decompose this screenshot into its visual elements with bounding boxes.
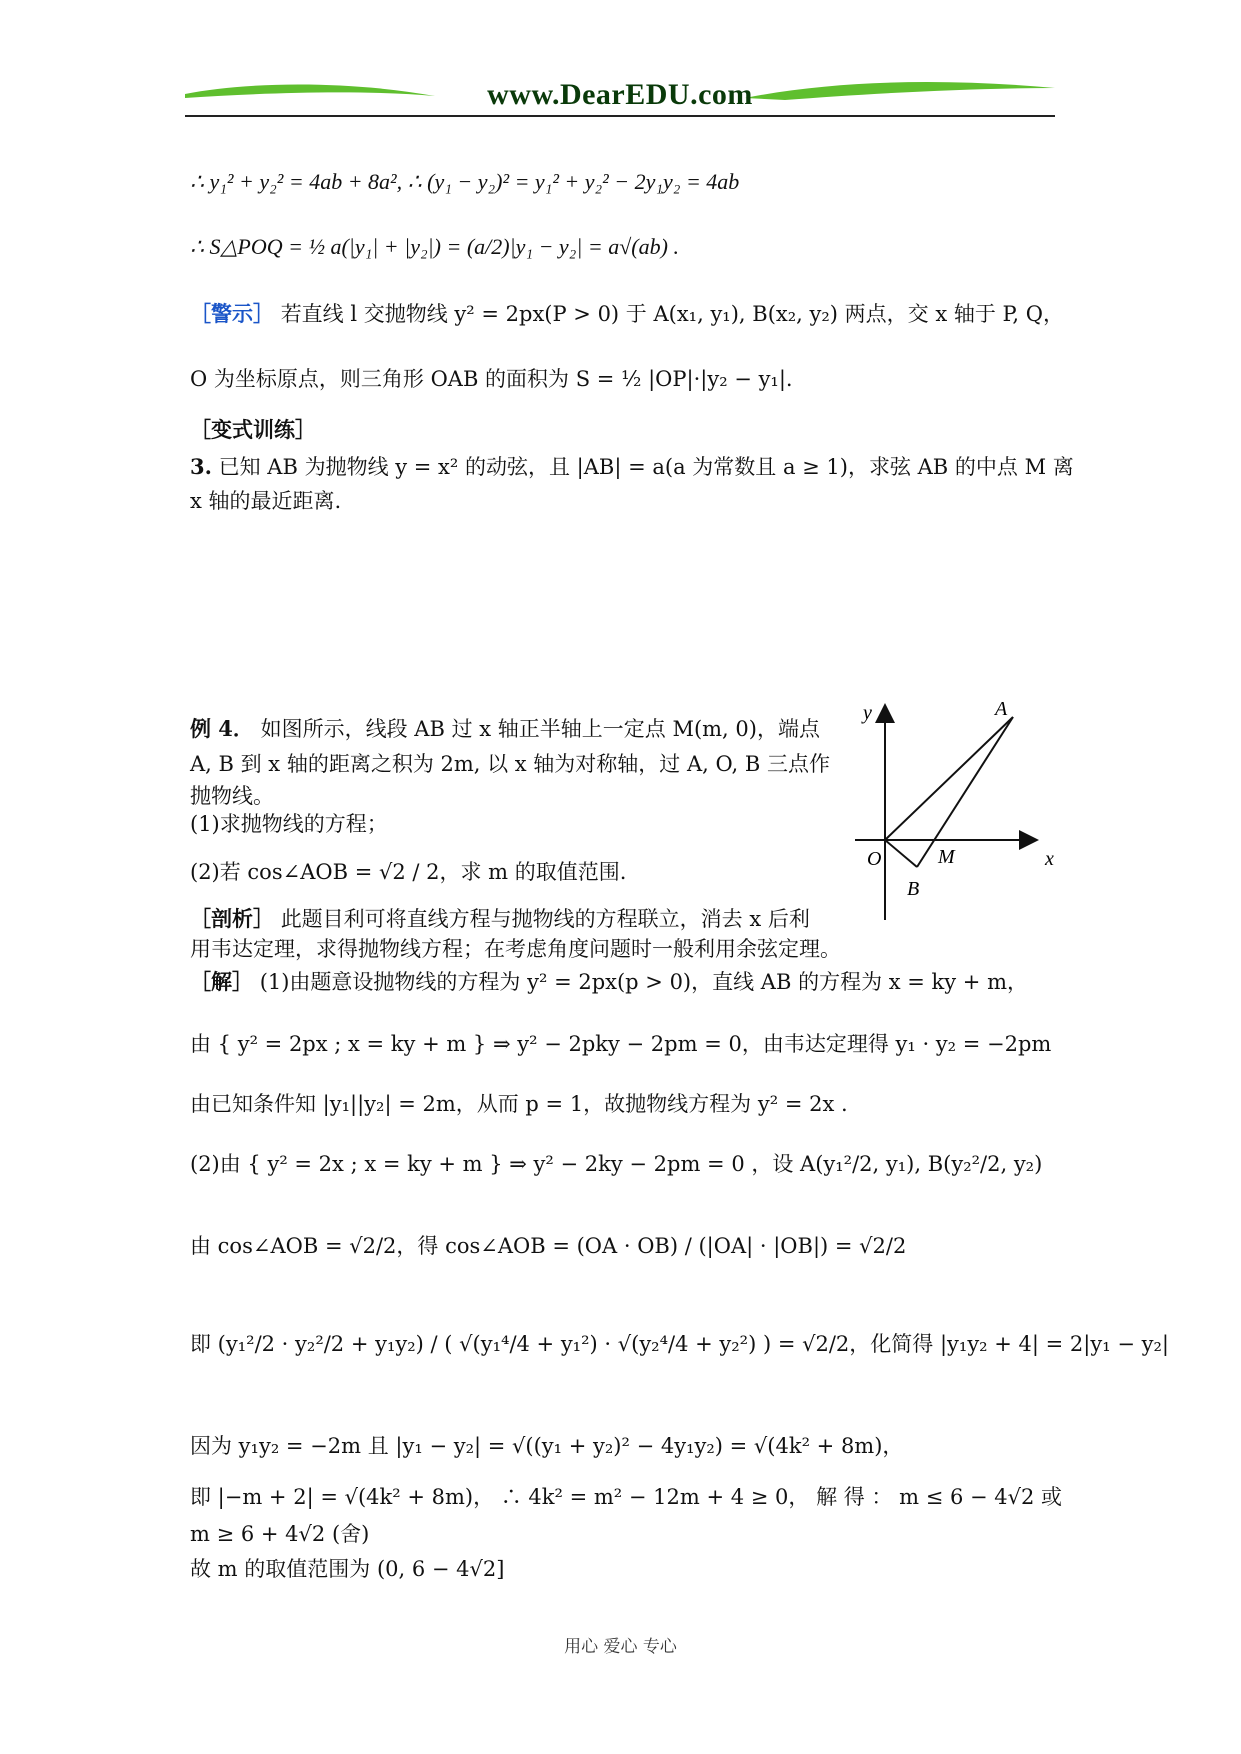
solution-line-7: 因为 y₁y₂ = −2m 且 |y₁ − y₂| = √((y₁ + y₂)² − 4y₁y₂) = √(4k² + 8m)， — [190, 1434, 904, 1458]
label-o: O — [867, 848, 882, 870]
question-number: 3. — [190, 454, 212, 479]
question-3-line-2: x 轴的最近距离. — [190, 489, 342, 513]
label-x: x — [1045, 848, 1054, 870]
solution-line-9: m ≥ 6 + 4√2 (舍) — [190, 1522, 370, 1546]
label-b: B — [907, 878, 920, 900]
analysis-text: 此题目利可将直线方程与抛物线的方程联立，消去 x 后利 — [280, 907, 810, 931]
example-4-line-2: A, B 到 x 轴的距离之积为 2m, 以 x 轴为对称轴，过 A, O, B 三点作 — [190, 752, 830, 776]
solution-line-5: 由 cos∠AOB = √2/2，得 cos∠AOB = (OA · OB) / (|OA| · |OB|) = √2/2 — [190, 1234, 907, 1258]
warning-paragraph — [190, 300, 1064, 328]
geometry-figure — [845, 695, 1065, 930]
label-a: A — [995, 698, 1008, 720]
solution-text: (1)由题意设抛物线的方程为 y² = 2px(p > 0)，直线 AB 的方程为 x = ky + m， — [259, 970, 1028, 994]
eq-line-1: ∴ y₁² + y₂² = 4ab + 8a², ∴ (y₁ − y₂)² = y₁² + y₂² − 2y₁y₂ = 4ab — [190, 169, 740, 194]
example-4-line-3: 抛物线。 — [190, 784, 274, 808]
solution-line-2: 由 { y² = 2px ; x = ky + m } ⇒ y² − 2pky − 2pm = 0，由韦达定理得 y₁ · y₂ = −2pm — [190, 1032, 1052, 1056]
label-y: y — [863, 702, 872, 724]
analysis-paragraph — [190, 905, 810, 933]
warning-text: 若直线 l 交抛物线 y² = 2px(P > 0) 于 A(x₁, y₁), B(x₂, y₂) 两点，交 x 轴于 P, Q， — [280, 302, 1064, 326]
question-3 — [190, 453, 1074, 481]
segment-ab — [917, 717, 1013, 867]
analysis-tag: ［剖析］ — [190, 906, 274, 931]
eq-line-2: ∴ S△POQ = ½ a(|y₁| + |y₂|) = (a/2)|y₁ − y₂| = a√(ab) . — [190, 234, 679, 259]
segment-ob — [885, 840, 917, 867]
answer-space — [190, 520, 1050, 640]
solution-line-4: (2)由 { y² = 2x ; x = ky + m } ⇒ y² − 2ky − 2pm = 0 ，设 A(y₁²/2, y₁), B(y₂²/2, y₂) — [190, 1152, 1043, 1176]
question-text: 已知 AB 为抛物线 y = x² 的动弦，且 |AB| = a(a 为常数且 a ≥ 1)，求弦 AB 的中点 M 离 — [218, 455, 1074, 479]
segment-oa — [885, 717, 1013, 840]
site-header — [185, 74, 1055, 120]
warning-text-2: O 为坐标原点，则三角形 OAB 的面积为 S = ½ |OP|·|y₂ − y₁|. — [190, 367, 793, 391]
example-4 — [190, 715, 820, 743]
example-4-q1: (1)求抛物线的方程； — [190, 812, 388, 836]
example-text: 如图所示，线段 AB 过 x 轴正半轴上一定点 M(m, 0)，端点 — [260, 717, 820, 741]
coordinate-diagram — [845, 695, 1065, 930]
solution-line-10: 故 m 的取值范围为 (0, 6 − 4√2] — [190, 1557, 505, 1581]
site-logo-text: www.DearEDU.com — [487, 78, 753, 111]
solution-line-3: 由已知条件知 |y₁||y₂| = 2m，从而 p = 1，故抛物线方程为 y² = 2x . — [190, 1092, 848, 1116]
solution-line-1 — [190, 968, 1028, 996]
solution-line-8: 即 |−m + 2| = √(4k² + 8m)， ∴ 4k² = m² − 12m + 4 ≥ 0， 解 得 ： m ≤ 6 − 4√2 或 — [190, 1485, 1063, 1509]
page-footer: 用心 爱心 专心 — [564, 1637, 677, 1657]
variant-title: ［变式训练］ — [190, 417, 316, 442]
solution-tag: ［解］ — [190, 969, 253, 994]
example-label: 例 4． — [190, 716, 254, 741]
example-4-q2: (2)若 cos∠AOB = √2 / 2，求 m 的取值范围. — [190, 860, 627, 884]
label-m: M — [938, 846, 955, 868]
solution-line-6: 即 (y₁²/2 · y₂²/2 + y₁y₂) / ( √(y₁⁴/4 + y₁²) · √(y₂⁴/4 + y₂²) ) = √2/2，化简得 |y₁y₂ + 4| = 2|y₁ − y₂| — [190, 1332, 1169, 1356]
analysis-text-2: 用韦达定理，求得抛物线方程；在考虑角度问题时一般利用余弦定理。 — [190, 937, 841, 961]
warning-tag: ［警示］ — [190, 301, 274, 326]
